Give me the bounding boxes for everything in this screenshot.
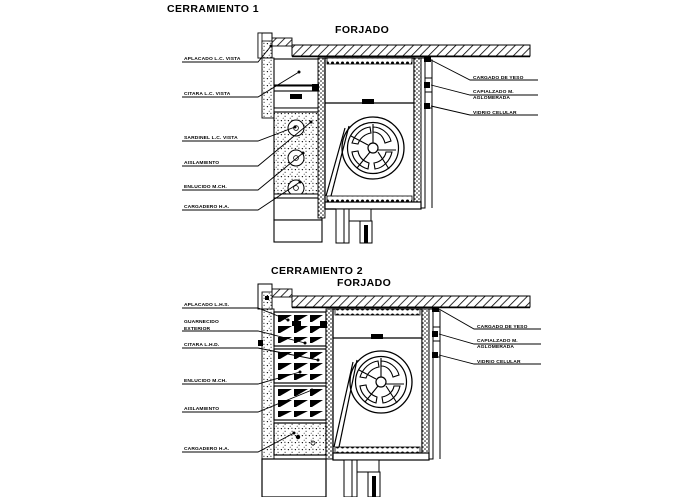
label-citara-lhd: CITARA L.H.D. xyxy=(184,343,220,348)
label-aplacado-lc-vista: APLACADO L.C. VISTA xyxy=(184,57,241,62)
label-aglomerada-1: AGLOMERADA xyxy=(473,96,511,101)
section-2-slab-title: FORJADO xyxy=(337,277,392,289)
label-vidrio-celular-1: VIDRIO CELULAR xyxy=(473,111,517,116)
label-exterior: EXTERIOR xyxy=(184,327,211,332)
label-cargado-de-yeso-2: CARGADO DE YESO xyxy=(477,325,528,330)
label-sardinel-lc-vista: SARDINEL L.C. VISTA xyxy=(184,136,238,141)
label-aplacado-lhs: APLACADO L.H.S. xyxy=(184,303,230,308)
label-cargadero-ha-2: CARGADERO H.A. xyxy=(184,447,230,452)
label-capialzado-m-1: CAPIALZADO M. xyxy=(473,90,514,95)
label-enlucido-mch-1: ENLUCIDO M.CH. xyxy=(184,185,227,190)
brick-course xyxy=(274,386,326,420)
upper-left-stub-2 xyxy=(258,284,272,309)
label-aislamiento-2: AISLAMIENTO xyxy=(184,407,220,412)
label-guarnecido: GUARNECIDO xyxy=(184,320,219,325)
lintel-cargadero-1 xyxy=(274,112,322,242)
label-cargado-de-yeso-1: CARGADO DE YESO xyxy=(473,76,524,81)
section-1-slab-title: FORJADO xyxy=(335,24,390,36)
section-1-title: CERRAMIENTO 1 xyxy=(167,3,259,15)
label-capialzado-m-2: CAPIALZADO M. xyxy=(477,339,518,344)
label-cargadero-ha-1: CARGADERO H.A. xyxy=(184,205,230,210)
label-aglomerada-2: AGLOMERADA xyxy=(477,345,515,350)
label-enlucido-mch-2: ENLUCIDO M.CH. xyxy=(184,379,227,384)
label-citara-lc-vista: CITARA L.C. VISTA xyxy=(184,92,231,97)
brick-course xyxy=(274,349,326,383)
label-aislamiento-1: AISLAMIENTO xyxy=(184,161,220,166)
label-vidrio-celular-2: VIDRIO CELULAR xyxy=(477,360,521,365)
section-2-title: CERRAMIENTO 2 xyxy=(271,265,363,277)
